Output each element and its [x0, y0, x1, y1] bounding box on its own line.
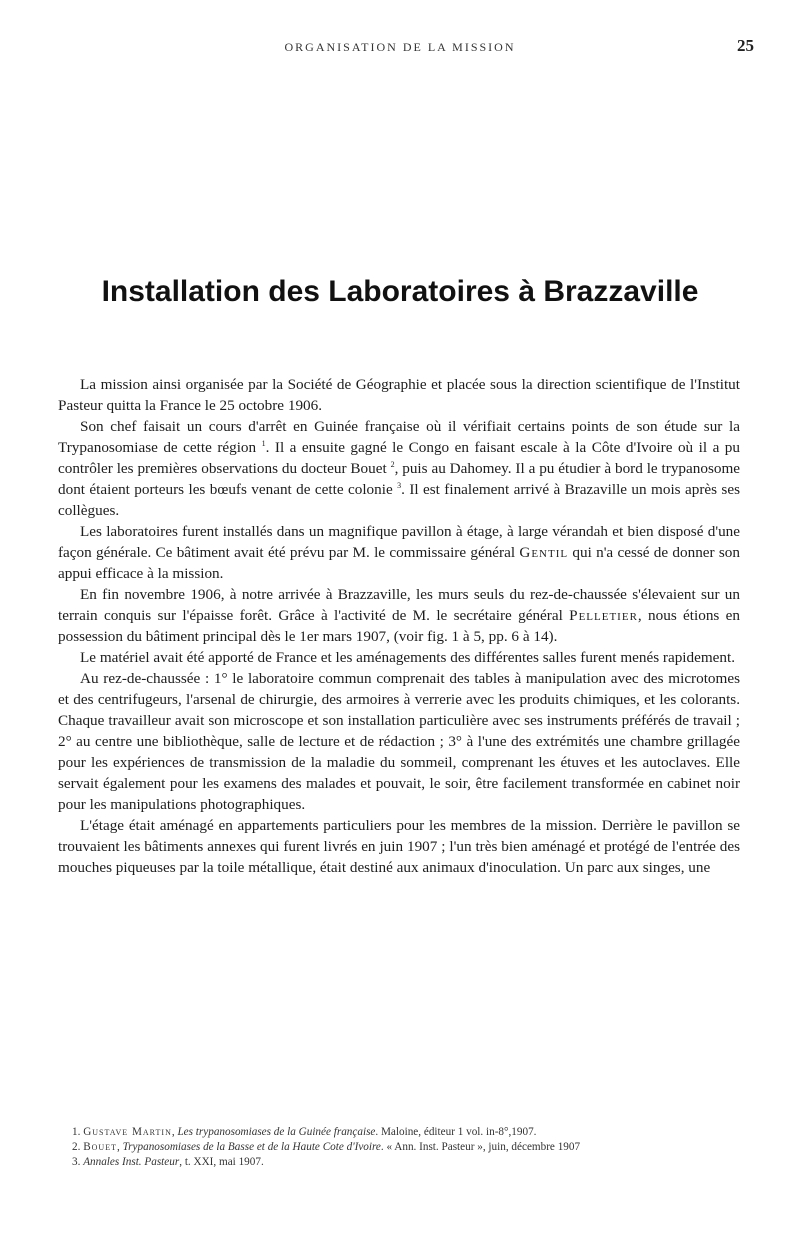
footnote-3 [58, 1155, 740, 1170]
paragraph-7-text: L'étage était aménagé en appartements particuliers pour les membres de la mission. Derrière le pavillon se trouvaient les bâtiments annexes qui furent livrés en juin 1907 ; l'un très bien aménagé et protégé de l'entrée des mouches piqueuses par la toile métallique, était destiné aux animaux d'inoculation. Un parc aux singes, une [58, 817, 740, 876]
paragraph-2-text-a: Son chef faisait un cours d'arrêt en Guinée française où il vérifiait certains points de son étude sur la Trypanosomiase de cette région [58, 418, 740, 456]
footnote-1-author: Gustave Martin [83, 1126, 172, 1138]
paragraph-4 [58, 584, 740, 647]
paragraph-2-text-b: . Il a ensuite gagné le Congo en faisant escale à la Côte d'Ivoire où il a pu contrôler les premières observations du docteur Bouet [58, 439, 740, 477]
paragraph-6-text: Au rez-de-chaussée : 1° le laboratoire commun comprenait des tables à manipulation avec des microtomes et des centrifugeurs, l'arsenal de chirurgie, des armoires à verrerie avec les produits chimiques, et les colorants. Chaque travailleur avait son microscope et son installation particulière avec ses instruments préférés de travail ; 2° au centre une bibliothèque, salle de lecture et de rédaction ; 3° à l'une des extrémités une chambre grillagée pour les expériences de transmission de la maladie du sommeil, comprenant les étuves et les autoclaves. Elle servait également pour les examens des malades et pouvait, le soir, être facilement transformée en cabinet noir pour les manipulations photographiques. [58, 670, 740, 813]
person-name-pelletier: Pelletier [569, 607, 638, 624]
paragraph-2-text-c: , puis au Dahomey. Il a pu étudier à bord le trypanosome dont étaient porteurs les bœufs venant de cette colonie [58, 460, 740, 498]
footnote-3-number: 3. [72, 1156, 81, 1168]
paragraph-3 [58, 521, 740, 584]
footnote-1-rest: . Maloine, éditeur 1 vol. in-8°,1907. [375, 1126, 537, 1138]
person-name-gentil: Gentil [519, 544, 569, 561]
footnote-1: 1. Gustave Martin, Les trypanosomiases de la Guinée française. Maloine, éditeur 1 vol. in-8°,1907. [72, 1126, 537, 1138]
footnote-2-author: Bouet [83, 1141, 117, 1153]
footnote-2-rest: . « Ann. Inst. Pasteur », juin, décembre 1907 [380, 1141, 581, 1153]
paragraph-2-text-d: . Il est finalement arrivé à Brazaville un mois après ses collègues. [58, 481, 740, 519]
running-head [0, 36, 800, 64]
footnote-1-title: Les trypanosomiases de la Guinée française [177, 1126, 376, 1138]
chapter-title: Installation des Laboratoires à Brazzaville [101, 275, 699, 308]
footnote-ref-1[interactable]: 1 [261, 438, 266, 448]
page-number: 25 [737, 36, 754, 55]
body-text [58, 374, 740, 878]
footnote-3-title: Annales Inst. Pasteur [83, 1156, 180, 1168]
footnote-ref-3[interactable]: 3 [397, 480, 402, 490]
paragraph-5-text: Le matériel avait été apporté de France et les aménagements des différentes salles furent menés rapidement. [80, 649, 736, 666]
footnotes [58, 1125, 740, 1170]
footnote-1-number: 1. [72, 1126, 81, 1138]
paragraph-4-text-a: En fin novembre 1906, à notre arrivée à Brazzaville, les murs seuls du rez-de-chaussée s'élevaient sur un terrain conquis sur l'épaisse forêt. Grâce à l'activité de M. le secrétaire général [58, 586, 740, 624]
footnote-3-rest: , t. XXI, mai 1907. [179, 1156, 264, 1168]
footnote-2-title: Trypanosomiases de la Basse et de la Haute Cote d'Ivoire [122, 1141, 381, 1153]
footnote-ref-2[interactable]: 2 [390, 459, 395, 469]
paragraph-3-text-b: qui n'a cessé de donner son appui efficace à la mission. [58, 544, 740, 582]
running-title: ORGANISATION DE LA MISSION [284, 40, 516, 54]
paragraph-2 [58, 416, 740, 521]
footnote-2-number: 2. [72, 1141, 81, 1153]
footnote-2: 2. Bouet, Trypanosomiases de la Basse et de la Haute Cote d'Ivoire. « Ann. Inst. Pasteur », juin, décembre 1907 [72, 1141, 581, 1153]
paragraph-5 [58, 647, 740, 668]
paragraph-6 [58, 668, 740, 815]
paragraph-7 [58, 815, 740, 878]
paragraph-3-text-a: Les laboratoires furent installés dans un magnifique pavillon à étage, à large vérandah et bien disposé d'une façon générale. Ce bâtiment avait été prévu par M. le commissaire général [58, 523, 740, 561]
paragraph-1-text: La mission ainsi organisée par la Société de Géographie et placée sous la direction scientifique de l'Institut Pasteur quitta la France le 25 octobre 1906. [58, 376, 740, 414]
paragraph-4-text-b: , nous étions en possession du bâtiment principal dès le 1er mars 1907, (voir fig. 1 à 5, pp. 6 à 14). [58, 607, 741, 645]
paragraph-1 [58, 374, 740, 416]
